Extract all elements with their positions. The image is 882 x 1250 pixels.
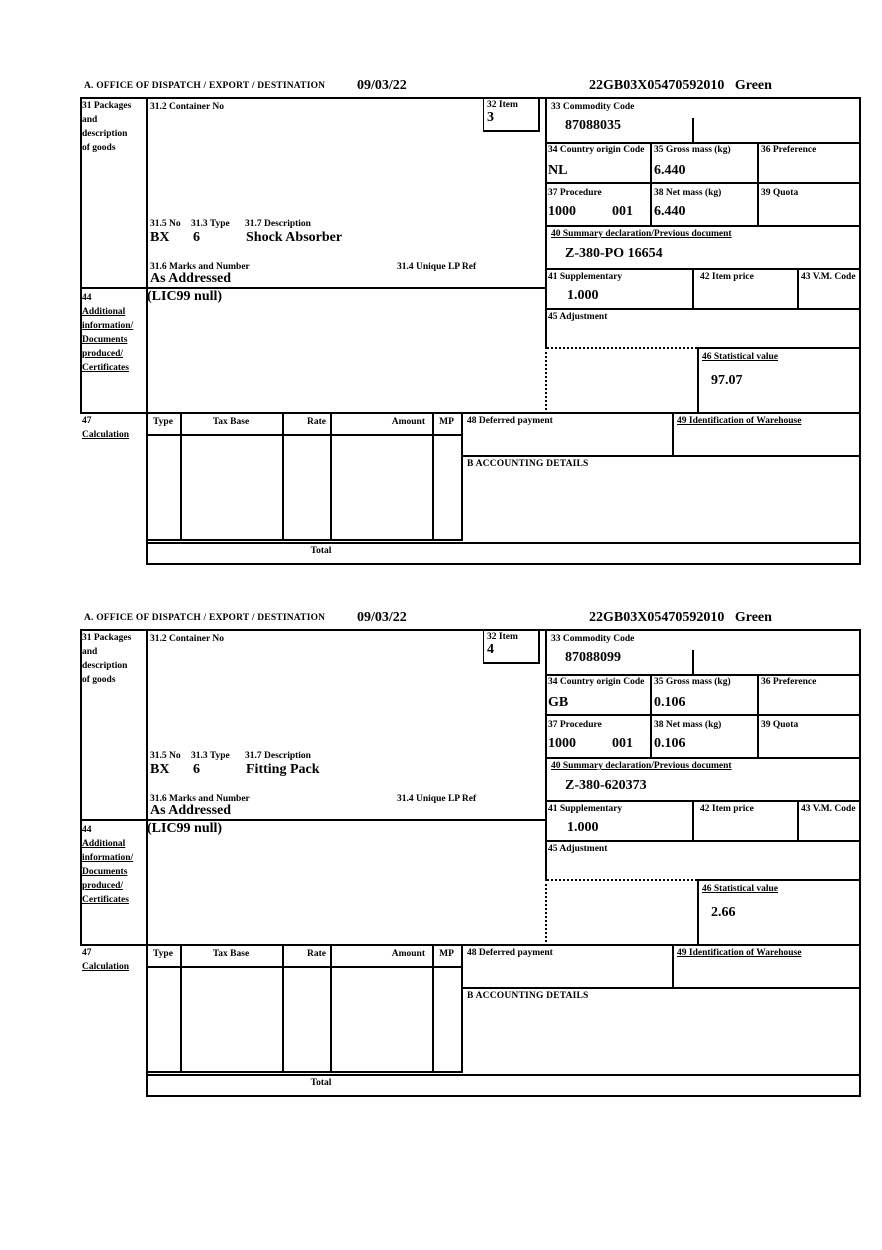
commodity-code-value: 87088099 (565, 650, 621, 665)
item-number-value: 3 (487, 110, 494, 125)
package-no-value: BX (150, 230, 170, 245)
item-price-label: 42 Item price (700, 272, 754, 282)
calc-grid-line (146, 966, 463, 968)
calc-grid-line (282, 944, 284, 1073)
calc-amount-header: Amount (391, 949, 425, 959)
marks-and-number-label: 31.6 Marks and Number (150, 262, 250, 272)
calc-grid-line (330, 412, 332, 541)
grid-line (797, 268, 799, 308)
item-price-label: 42 Item price (700, 804, 754, 814)
calc-grid-line (180, 944, 182, 1073)
calc-grid-line (432, 412, 434, 541)
grid-line (692, 268, 694, 308)
goods-description-value: Fitting Pack (246, 762, 320, 777)
preference-label: 36 Preference (761, 145, 817, 155)
calc-grid-line (461, 944, 463, 1073)
office-of-dispatch-header: A. OFFICE OF DISPATCH / EXPORT / DESTINATION (84, 81, 326, 91)
preference-label: 36 Preference (761, 677, 817, 687)
additional-info-value: (LIC99 null) (147, 289, 223, 304)
package-no-label: 31.5 No (150, 219, 181, 229)
procedure-value-2: 001 (612, 204, 633, 219)
gross-mass-value: 0.106 (654, 695, 686, 710)
calc-grid-line (180, 412, 182, 541)
grid-line (461, 987, 861, 989)
commodity-code-value: 87088035 (565, 118, 621, 133)
description-label: 31.7 Description (245, 751, 311, 761)
additional-info-label: Additional (82, 839, 126, 849)
item-number-value: 4 (487, 642, 494, 657)
procedure-value: 1000 (548, 204, 576, 219)
calc-grid-line (146, 539, 463, 541)
office-of-dispatch-header: A. OFFICE OF DISPATCH / EXPORT / DESTINATION (84, 613, 326, 623)
previous-document-label: 40 Summary declaration/Previous document (551, 761, 732, 771)
grid-line (146, 97, 148, 565)
accounting-details-header: B ACCOUNTING DETAILS (467, 991, 589, 1001)
goods-description-value: Shock Absorber (246, 230, 343, 245)
quota-label: 39 Quota (761, 188, 799, 198)
package-type-value: 6 (193, 762, 200, 777)
grid-line (697, 347, 859, 349)
description-label: 31.7 Description (245, 219, 311, 229)
statistical-value: 97.07 (711, 373, 743, 388)
warehouse-id-label: 49 Identification of Warehouse (677, 948, 802, 958)
calc-tax-base-header: Tax Base (212, 949, 250, 959)
grid-line (697, 347, 699, 412)
packages-label: description (82, 129, 128, 139)
item-label: 32 Item (487, 100, 518, 110)
grid-line (697, 879, 699, 944)
additional-info-label: produced/ (82, 349, 124, 359)
dispatch-date-value: 09/03/22 (357, 610, 407, 625)
packages-label: and (82, 115, 98, 125)
commodity-code-divider (692, 118, 694, 142)
commodity-code-label: 33 Commodity Code (551, 634, 635, 644)
country-origin-label: 34 Country origin Code (548, 677, 645, 687)
supplementary-value: 1.000 (567, 820, 599, 835)
calc-mp-header: MP (439, 417, 454, 427)
grid-line (697, 879, 859, 881)
grid-line (461, 455, 861, 457)
additional-info-value: (LIC99 null) (147, 821, 223, 836)
calculation-number: 47 (82, 948, 92, 958)
procedure-label: 37 Procedure (548, 720, 602, 730)
procedure-value: 1000 (548, 736, 576, 751)
supplementary-value: 1.000 (567, 288, 599, 303)
vm-code-label: 43 V.M. Code (801, 804, 856, 814)
dispatch-date-value: 09/03/22 (357, 78, 407, 93)
grid-line (545, 268, 859, 270)
gross-mass-label: 35 Gross mass (kg) (654, 145, 731, 155)
additional-info-label: Certificates (82, 895, 129, 905)
grid-line (146, 1095, 861, 1097)
calculation-label: Calculation (82, 962, 129, 972)
declaration-item-section (0, 610, 882, 1142)
country-origin-value: GB (548, 695, 569, 710)
total-label: Total (310, 546, 332, 556)
additional-info-label: information/ (82, 321, 134, 331)
grid-line (80, 629, 861, 631)
package-type-value: 6 (193, 230, 200, 245)
package-type-label: 31.3 Type (191, 219, 230, 229)
dotted-grid-line (545, 879, 547, 946)
gross-mass-value: 6.440 (654, 163, 686, 178)
additional-info-label: Certificates (82, 363, 129, 373)
calculation-number: 47 (82, 416, 92, 426)
calc-rate-header: Rate (307, 949, 326, 959)
net-mass-value: 6.440 (654, 204, 686, 219)
grid-line (545, 182, 859, 184)
marks-and-number-label: 31.6 Marks and Number (150, 794, 250, 804)
net-mass-value: 0.106 (654, 736, 686, 751)
additional-info-number: 44 (82, 293, 92, 303)
procedure-label: 37 Procedure (548, 188, 602, 198)
dotted-grid-line (545, 347, 547, 414)
packages-label: of goods (82, 143, 116, 153)
calc-mp-header: MP (439, 949, 454, 959)
accounting-details-header: B ACCOUNTING DETAILS (467, 459, 589, 469)
grid-line (545, 142, 859, 144)
packages-label: of goods (82, 675, 116, 685)
packages-label: and (82, 647, 98, 657)
statistical-value: 2.66 (711, 905, 736, 920)
calculation-label: Calculation (82, 430, 129, 440)
adjustment-label: 45 Adjustment (548, 844, 608, 854)
statistical-value-label: 46 Statistical value (702, 352, 778, 362)
vm-code-label: 43 V.M. Code (801, 272, 856, 282)
previous-document-value: Z-380-PO 16654 (565, 246, 663, 261)
deferred-payment-label: 48 Deferred payment (467, 416, 553, 426)
declaration-item-section (0, 78, 882, 610)
calc-grid-line (146, 1071, 463, 1073)
movement-reference-value: 22GB03X05470592010 Green (589, 610, 772, 625)
movement-reference-value: 22GB03X05470592010 Green (589, 78, 772, 93)
gross-mass-label: 35 Gross mass (kg) (654, 677, 731, 687)
country-origin-label: 34 Country origin Code (548, 145, 645, 155)
supplementary-label: 41 Supplementary (548, 804, 623, 814)
net-mass-label: 38 Net mass (kg) (654, 720, 722, 730)
adjustment-label: 45 Adjustment (548, 312, 608, 322)
country-origin-value: NL (548, 163, 568, 178)
grid-line (146, 542, 861, 544)
grid-line (146, 563, 861, 565)
grid-line (146, 629, 148, 1097)
marks-value: As Addressed (150, 803, 232, 818)
grid-line (80, 97, 861, 99)
packages-label: 31 Packages (82, 633, 132, 643)
quota-label: 39 Quota (761, 720, 799, 730)
grid-line (672, 412, 674, 455)
dotted-grid-line (547, 879, 697, 881)
calc-type-header: Type (153, 417, 173, 427)
additional-info-label: Documents (82, 867, 128, 877)
grid-line (859, 629, 861, 1097)
grid-line (545, 714, 859, 716)
calc-rate-header: Rate (307, 417, 326, 427)
supplementary-label: 41 Supplementary (548, 272, 623, 282)
statistical-value-label: 46 Statistical value (702, 884, 778, 894)
dotted-grid-line (547, 347, 697, 349)
grid-line (545, 308, 859, 310)
grid-line (859, 97, 861, 565)
calc-grid-line (432, 944, 434, 1073)
unique-lp-ref-label: 31.4 Unique LP Ref (397, 262, 477, 272)
additional-info-label: produced/ (82, 881, 124, 891)
unique-lp-ref-label: 31.4 Unique LP Ref (397, 794, 477, 804)
grid-line (545, 757, 859, 759)
calc-tax-base-header: Tax Base (212, 417, 250, 427)
deferred-payment-label: 48 Deferred payment (467, 948, 553, 958)
calc-amount-header: Amount (391, 417, 425, 427)
package-no-value: BX (150, 762, 170, 777)
additional-info-label: Additional (82, 307, 126, 317)
additional-info-number: 44 (82, 825, 92, 835)
additional-info-label: Documents (82, 335, 128, 345)
marks-value: As Addressed (150, 271, 232, 286)
container-no-label: 31.2 Container No (150, 634, 224, 644)
commodity-code-divider (692, 650, 694, 674)
grid-line (80, 412, 861, 414)
packages-label: 31 Packages (82, 101, 132, 111)
grid-line (692, 800, 694, 840)
calc-grid-line (461, 412, 463, 541)
calc-grid-line (330, 944, 332, 1073)
net-mass-label: 38 Net mass (kg) (654, 188, 722, 198)
calc-grid-line (282, 412, 284, 541)
grid-line (80, 944, 861, 946)
grid-line (146, 1074, 861, 1076)
grid-line (545, 840, 859, 842)
package-no-label: 31.5 No (150, 751, 181, 761)
previous-document-value: Z-380-620373 (565, 778, 647, 793)
item-label: 32 Item (487, 632, 518, 642)
additional-info-label: information/ (82, 853, 134, 863)
container-no-label: 31.2 Container No (150, 102, 224, 112)
grid-line (672, 944, 674, 987)
procedure-value-2: 001 (612, 736, 633, 751)
calc-type-header: Type (153, 949, 173, 959)
total-label: Total (310, 1078, 332, 1088)
warehouse-id-label: 49 Identification of Warehouse (677, 416, 802, 426)
commodity-code-label: 33 Commodity Code (551, 102, 635, 112)
grid-line (545, 225, 859, 227)
package-type-label: 31.3 Type (191, 751, 230, 761)
previous-document-label: 40 Summary declaration/Previous document (551, 229, 732, 239)
grid-line (797, 800, 799, 840)
calc-grid-line (146, 434, 463, 436)
grid-line (545, 674, 859, 676)
packages-label: description (82, 661, 128, 671)
grid-line (545, 800, 859, 802)
